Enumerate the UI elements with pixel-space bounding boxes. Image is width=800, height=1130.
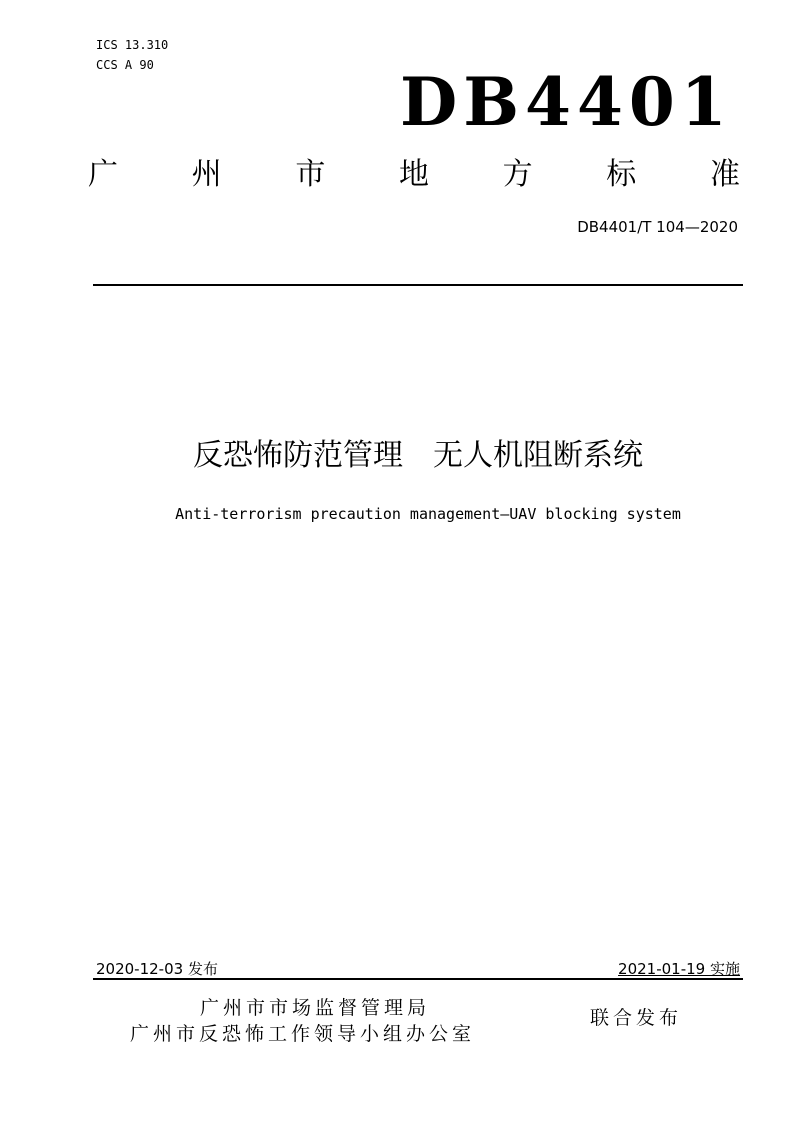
issuer-market-supervision: 广州市市场监督管理局: [200, 997, 431, 1019]
standard-type-char: 州: [191, 157, 222, 192]
standard-type-char: 方: [502, 157, 533, 192]
standard-type-heading: [88, 152, 740, 198]
standard-number: DB4401/T 104—2020: [577, 218, 738, 236]
top-divider: [93, 284, 743, 286]
ccs-code: CCS A 90: [96, 58, 154, 72]
document-title-chinese: 反恐怖防范管理 无人机阻断系统: [193, 438, 643, 473]
standard-type-char: 市: [295, 157, 326, 192]
document-title-english: Anti-terrorism precaution management—UAV blocking system: [175, 505, 681, 523]
standard-type-char: 地: [398, 157, 429, 192]
ics-code: ICS 13.310: [96, 38, 169, 52]
implementation-date: 2021-01-19 实施: [618, 960, 740, 978]
issue-date: 2020-12-03 发布: [96, 960, 218, 978]
standard-type-char: 准: [709, 157, 740, 192]
standard-code-large: DB4401: [400, 63, 733, 141]
standard-type-char: 标: [606, 157, 637, 192]
joint-issue-label: 联合发布: [590, 1007, 683, 1029]
bottom-divider: [93, 978, 743, 980]
issuer-anti-terrorism-office: 广州市反恐怖工作领导小组办公室: [130, 1023, 476, 1045]
standard-type-char: 广: [88, 157, 118, 192]
